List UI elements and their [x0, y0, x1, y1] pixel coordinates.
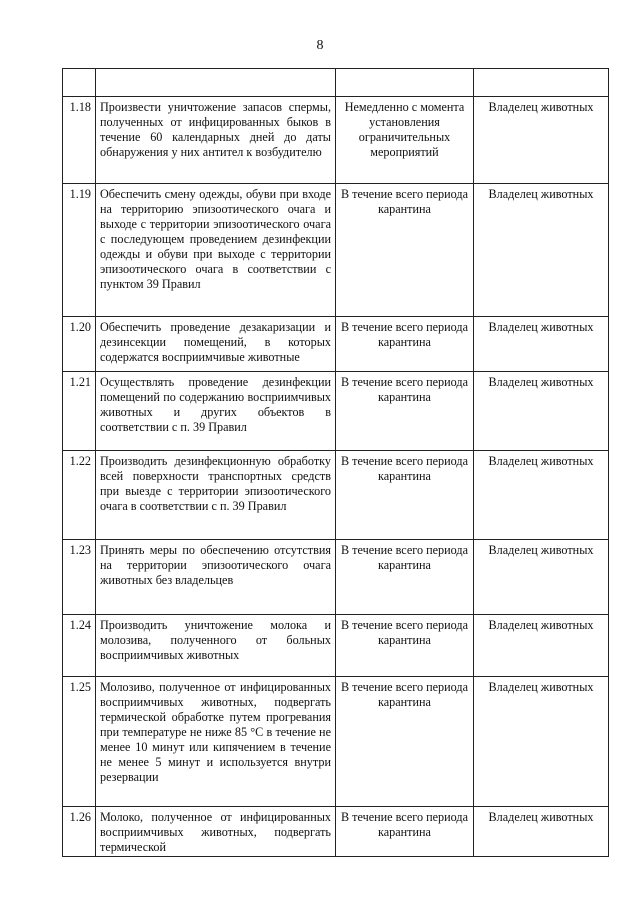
row-number: 1.20 [63, 317, 96, 372]
table-row [63, 184, 609, 317]
row-responsible: Владелец животных [474, 540, 609, 615]
row-term: В течение всего периода карантина [336, 807, 474, 857]
row-responsible: Владелец животных [474, 677, 609, 807]
table-header-row [63, 69, 609, 97]
row-term: Немедленно с момента установления ограничительных мероприятий [336, 97, 474, 184]
row-action: Принять меры по обеспечению отсутствия на территории эпизоотического очага животных без владельцев [96, 540, 336, 615]
row-responsible: Владелец животных [474, 372, 609, 451]
row-number: 1.19 [63, 184, 96, 317]
row-action: Производить уничтожение молока и молозива, полученного от больных восприимчивых животных [96, 615, 336, 677]
table-row [63, 615, 609, 677]
row-number: 1.22 [63, 451, 96, 540]
row-number: 1.24 [63, 615, 96, 677]
table-row [63, 677, 609, 807]
row-number: 1.26 [63, 807, 96, 857]
table-row [63, 540, 609, 615]
row-responsible: Владелец животных [474, 807, 609, 857]
row-number: 1.18 [63, 97, 96, 184]
row-action: Обеспечить смену одежды, обуви при входе на территорию эпизоотического очага и выходе с территории эпизоотического очага с последующем проведением дезинфекции одежды и обуви при выходе с территории эпизоотического очага в соответствии с пунктом 39 Правил [96, 184, 336, 317]
row-responsible: Владелец животных [474, 184, 609, 317]
row-term: В течение всего периода карантина [336, 184, 474, 317]
row-number: 1.25 [63, 677, 96, 807]
table-row [63, 372, 609, 451]
table-row [63, 451, 609, 540]
row-action: Молоко, полученное от инфицированных восприимчивых животных, подвергать термической [96, 807, 336, 857]
row-responsible: Владелец животных [474, 615, 609, 677]
header-cell-responsible [474, 69, 609, 97]
row-number: 1.23 [63, 540, 96, 615]
row-action: Молозиво, полученное от инфицированных восприимчивых животных, подвергать термической обработке путем прогревания при температуре не ниже 85 °С в течение не менее 10 минут или кипячением в течение не менее 5 минут и используется внутри резервации [96, 677, 336, 807]
row-action: Производить дезинфекционную обработку всей поверхности транспортных средств при выезде с территории эпизоотического очага в соответствии с п. 39 Правил [96, 451, 336, 540]
page-number: 8 [316, 38, 324, 53]
row-term: В течение всего периода карантина [336, 677, 474, 807]
measures-table [62, 68, 609, 857]
row-term: В течение всего периода карантина [336, 372, 474, 451]
row-action: Обеспечить проведение дезакаризации и дезинсекции помещений, в которых содержатся восприимчивые животные [96, 317, 336, 372]
row-responsible: Владелец животных [474, 317, 609, 372]
row-number: 1.21 [63, 372, 96, 451]
row-action: Произвести уничтожение запасов спермы, полученных от инфицированных быков в течение 60 календарных дней до даты обнаружения у них антител к возбудителю [96, 97, 336, 184]
row-responsible: Владелец животных [474, 97, 609, 184]
table-row [63, 317, 609, 372]
row-term: В течение всего периода карантина [336, 615, 474, 677]
table-row [63, 807, 609, 857]
row-responsible: Владелец животных [474, 451, 609, 540]
table-row [63, 97, 609, 184]
header-cell-num [63, 69, 96, 97]
row-action: Осуществлять проведение дезинфекции помещений по содержанию восприимчивых животных и других объектов в соответствии с п. 39 Правил [96, 372, 336, 451]
row-term: В течение всего периода карантина [336, 540, 474, 615]
header-cell-action [96, 69, 336, 97]
header-cell-term [336, 69, 474, 97]
row-term: В течение всего периода карантина [336, 317, 474, 372]
row-term: В течение всего периода карантина [336, 451, 474, 540]
